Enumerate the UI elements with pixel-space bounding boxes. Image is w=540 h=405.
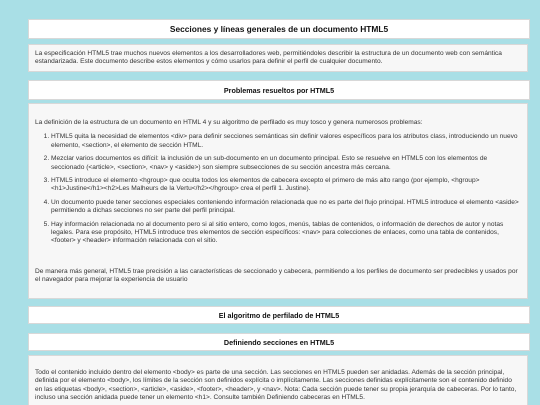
problem-item: 5. Hay información relacionada no al documento pero si al sitio entero, como logos, menús, tablas de contenidos, o información de derechos de autor y notas legales. Para ese propósito, HTML5 introduce tres elementos de sección específicos: <nav> para colecciones de enlaces, como una tabla de contenidos, <footer> y <header> información relacionada con el sitio. <box>51 221 521 246</box>
page-title: Secciones y líneas generales de un documento HTML5 <box>169 24 389 34</box>
problem-item: 2. Mezclar varios documentos es difícil: la inclusión de un sub-documento en un documento principal. Esto se resuelve en HTML5 con los elementos de seccionado (<article>, <section>, <nav> y <aside>) son siempre subsecciones de su sección ancestra más cercana. <box>51 155 521 172</box>
problems-box <box>28 103 528 299</box>
sections-heading-bar <box>28 333 530 351</box>
problems-list <box>35 133 521 245</box>
sections-box <box>28 355 528 405</box>
problems-lead: La definición de la estructura de un documento en HTML 4 y su algoritmo de perfilado es muy tosco y genera numerosos problemas: <box>35 119 423 126</box>
intro-text: La especificación HTML5 trae muchos nuevos elementos a los desarrolladores web, permitiéndoles describir la estructura de un documento web con semántica estandarizada. Este documento describe estos elementos y cómo usarlos para definir el perfil de cualquier documento. <box>35 50 502 66</box>
problem-item: 4. Un documento puede tener secciones especiales conteniendo información relacionada que no es parte del flujo principal. HTML5 introduce el elemento <aside> permitiendo a dichas secciones no ser parte del perfil principal. <box>51 199 521 216</box>
problems-heading-bar <box>28 80 530 100</box>
algorithm-heading-bar <box>28 306 530 324</box>
sections-heading: Definiendo secciones en HTML5 <box>223 337 335 347</box>
problems-heading: Problemas resueltos por HTML5 <box>223 85 335 95</box>
problem-item: 1. HTML5 quita la necesidad de elementos <div> para definir secciones semánticas sin definir valores específicos para los atributos class, introduciendo un nuevo elemento, <section>, el elemento de sección HTML. <box>51 133 521 150</box>
page-title-bar <box>28 19 530 39</box>
intro-box <box>28 44 528 72</box>
problems-closing: De manera más general, HTML5 trae precisión a las características de seccionado y cabecera, permitiendo a los perfiles de documento ser predecibles y usados por el navegador para mejorar la experiencia de usuario <box>35 267 518 284</box>
problem-item: 3. HTML5 introduce el elemento <hgroup> que oculta todos los elementos de cabecera excepto el primero de más alto rango (por ejemplo, <hgroup><h1>Justine</h1><h2>Les Malheurs de la Vertu</h2></hgroup> crea el perfil 1. Justine). <box>51 177 521 194</box>
algorithm-heading: El algoritmo de perfilado de HTML5 <box>218 310 340 320</box>
sections-text: Todo el contenido incluido dentro del elemento <body> es parte de una sección. Las secciones en HTML5 pueden ser anidadas. Además de la sección principal, definida por el elemento <body>, los límites de la sección son definidos explícita o implícitamente. Las secciones definidas explícitamente son el contenido definido en las etiquetas <body>, <section>, <article>, <aside>, <footer>, <header>, y <nav>. Nota: Cada sección puede tener su propia jerarquía de cabeceras. Por lo tanto, incluso una sección anidada puede tener un elemento <h1>. Consulte también Definiendo cabeceras en HTML5. <box>35 369 517 402</box>
